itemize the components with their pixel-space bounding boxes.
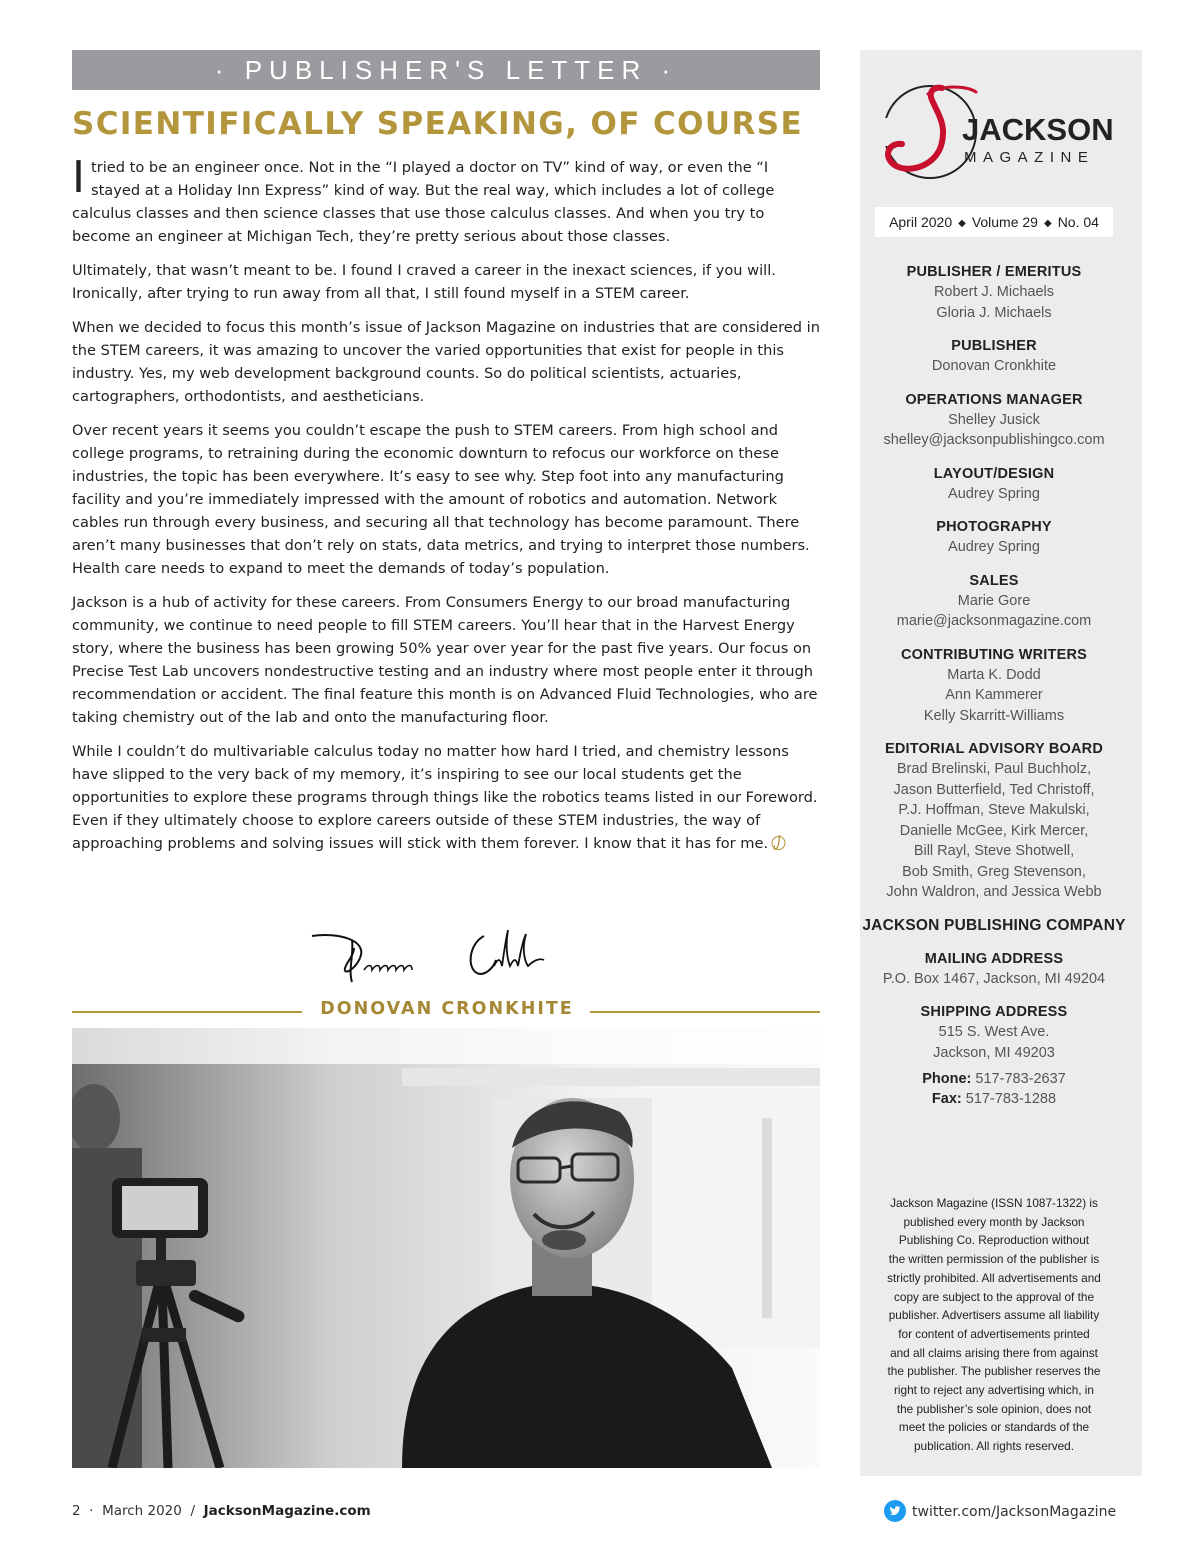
legal-line: strictly prohibited. All advertisements and [887,1270,1101,1285]
legal-notice [866,1194,1122,1456]
twitter-icon [884,1500,906,1522]
masthead-heading: PUBLISHER / EMERITUS [906,264,1082,280]
issue-number: No. 04 [1057,214,1099,230]
logo-mark-icon [872,84,1122,184]
legal-line: Publishing Co. Reproduction without [898,1233,1090,1248]
masthead-heading: EDITORIAL ADVISORY BOARD [884,741,1104,757]
masthead-line: Audrey Spring [948,539,1040,555]
diamond-separator-icon: ◆ [958,218,966,229]
legal-line: published every month by Jackson [903,1214,1085,1229]
legal-line: the written permission of the publisher is [888,1252,1100,1267]
section-banner: · PUBLISHER'S LETTER · [72,50,820,90]
fax-number: 517-783-1288 [965,1091,1057,1107]
jackson-magazine-logo [872,84,1122,184]
masthead-line: Donovan Cronkhite [931,358,1057,374]
masthead-heading: PUBLISHER [951,338,1037,354]
twitter-footer [884,1500,1116,1524]
masthead-line: Bill Rayl, Steve Shotwell, [913,843,1075,859]
masthead-group [862,390,1126,451]
article-paragraph: When we decided to focus this month’s issue of Jackson Magazine on industries that are considered in the STEM careers, it was amazing to uncover the varied opportunities that exist for people in this industry. Yes, my web development background counts. So do political scientists, actuaries, cartographers, orthodontists, and aestheticians. [72,319,820,405]
masthead-line: Brad Brelinski, Paul Buchholz, [896,761,1092,777]
legal-line: and all claims arising there from against [890,1345,1098,1360]
masthead-line: Marie Gore [957,592,1031,609]
page-number: 2 [72,1503,81,1519]
masthead-group [862,464,1126,505]
footer-slash: / [186,1503,200,1519]
email-link[interactable]: shelley@jacksonpublishingco.com [883,432,1105,448]
legal-line: publication. All rights reserved. [914,1439,1074,1454]
masthead-group [862,336,1126,377]
page-footer [72,1503,371,1519]
masthead-line: Danielle McGee, Kirk Mercer, [899,822,1089,839]
issue-info [875,207,1113,237]
masthead-line: Marta K. Dodd [947,666,1041,683]
masthead-heading: OPERATIONS MANAGER [905,391,1083,408]
paragraph-text: tried to be an engineer once. Not in the “I played a doctor on TV” kind of way, or even the “I stayed at a Holiday Inn Express” kind of way. But the real way, which includes a lot of college calculus classes and then science classes that use those calculus classes. And when you try to become an engineer at Michigan Tech, they’re pretty serious about those classes. [72,159,775,245]
masthead-group [862,916,1126,936]
masthead-group [862,517,1126,558]
legal-line: Jackson Magazine (ISSN 1087-1322) is [890,1196,1098,1210]
masthead-heading: JACKSON PUBLISHING COMPANY [862,916,1126,934]
phone-label: Phone: [922,1071,972,1087]
legal-line: the publisher. The publisher reserves the [887,1364,1101,1379]
phone-line [862,1069,1126,1089]
logo-wordmark: JACKSON [962,112,1114,147]
masthead-group [862,571,1126,632]
issue-date: April 2020 [889,214,953,230]
masthead-group [862,949,1126,990]
masthead-group [862,645,1126,727]
masthead-line: P.J. Hoffman, Steve Makulski, [898,802,1090,818]
masthead-heading: SALES [969,572,1019,589]
footer-issue: March 2020 [102,1503,182,1519]
masthead-line: Kelly Skarritt-Williams [923,707,1065,724]
masthead-line: P.O. Box 1467, Jackson, MI 49204 [882,970,1106,987]
masthead-group [862,739,1126,903]
masthead-line: Audrey Spring [948,485,1040,502]
legal-line: meet the policies or standards of the [898,1420,1090,1435]
footer-separator: · [84,1503,98,1519]
masthead-heading: LAYOUT/DESIGN [933,465,1055,482]
issue-volume: Volume 29 [971,214,1038,230]
email-link[interactable]: marie@jacksonmagazine.com [896,613,1092,629]
masthead-group [862,1002,1126,1063]
masthead-heading: SHIPPING ADDRESS [920,1004,1068,1020]
masthead-group [862,262,1126,323]
author-name: DONOVAN CRONKHITE [320,999,574,1019]
masthead-heading: PHOTOGRAPHY [936,519,1052,535]
masthead-line: Shelley Jusick [948,411,1040,428]
byline-rule-right [590,1011,820,1013]
legal-line: copy are subject to the approval of the [893,1289,1095,1304]
end-mark-icon [771,834,786,851]
masthead-line: John Waldron, and Jessica Webb [886,884,1102,900]
article-paragraph: Over recent years it seems you couldn’t escape the push to STEM careers. From high school and college programs, to retraining during the economic downturn to refocus our workforce on these industries, the topic has been everywhere. It’s easy to see why. Step foot into any manufacturing facility and you’re immediately impressed with the amount of robotics and automation. Network cables run through every business, and securing all that technology has become paramount. There aren’t many businesses that don’t rely on stats, data metrics, and trying to interpret those numbers. Health care needs to expand to meet the demands of today’s population. [72,422,810,577]
fax-label: Fax: [931,1091,962,1107]
byline-rule-left [72,1011,302,1013]
phone-number[interactable]: 517-783-2637 [975,1071,1066,1087]
website-link[interactable]: JacksonMagazine.com [203,1503,371,1519]
legal-line: for content of advertisements printed [898,1326,1090,1341]
signature-image [308,926,568,994]
logo-subword: MAGAZINE [964,149,1095,166]
fax-line [862,1089,1126,1109]
masthead-line: Jason Butterfield, Ted Christoff, [893,781,1095,798]
publisher-photo [72,1028,820,1468]
page-title: SCIENTIFICALLY SPEAKING, OF COURSE [72,106,804,142]
drop-cap: I [72,152,85,203]
masthead-heading: CONTRIBUTING WRITERS [900,646,1088,663]
masthead-line: Robert J. Michaels [933,284,1055,300]
article-body [72,152,820,866]
article-paragraph: Jackson is a hub of activity for these careers. From Consumers Energy to our broad manufacturing community, we continue to need people to fill STEM careers. You’ll hear that in the Harvest Energy story, where the business has been growing 50% year over year for the past five years. Our focus on Precise Test Lab uncovers nondestructive testing and an industry where most people enter it through recommendation or accident. The final feature this month is on Advanced Fluid Technologies, who are taking chemistry out of the lab and onto the manufacturing floor. [72,594,818,726]
masthead-list [862,262,1126,1109]
masthead-line: Jackson, MI 49203 [933,1044,1055,1061]
twitter-link[interactable]: twitter.com/JacksonMagazine [912,1504,1117,1520]
article-paragraph [72,740,820,855]
masthead-line: 515 S. West Ave. [938,1024,1050,1040]
legal-line: publisher. Advertisers assume all liability [888,1308,1100,1323]
masthead-heading: MAILING ADDRESS [924,950,1064,967]
paragraph-text: While I couldn’t do multivariable calculus today no matter how hard I tried, and chemistry lessons have slipped to the very back of my memory, it’s inspiring to see our local students get the opportunities to explore these programs through things like the robotics teams listed in our Foreword. Even if they ultimately choose to explore careers outside of these STEM industries, the way of approaching problems and solving issues will stick with them forever. I know that it has for me. [72,743,818,852]
masthead-line: Bob Smith, Greg Stevenson, [902,863,1086,880]
masthead-line: Ann Kammerer [945,687,1043,703]
masthead-line: Gloria J. Michaels [936,304,1052,321]
legal-line: the publisher’s sole opinion, does not [896,1401,1092,1416]
article-paragraph: Ultimately, that wasn’t meant to be. I found I craved a career in the inexact sciences, if you will. Ironically, after trying to run away from all that, I still found myself in a STEM career. [72,262,776,302]
legal-line: right to reject any advertising which, in [894,1383,1094,1398]
article-paragraph [72,152,820,248]
diamond-separator-icon: ◆ [1043,218,1052,229]
